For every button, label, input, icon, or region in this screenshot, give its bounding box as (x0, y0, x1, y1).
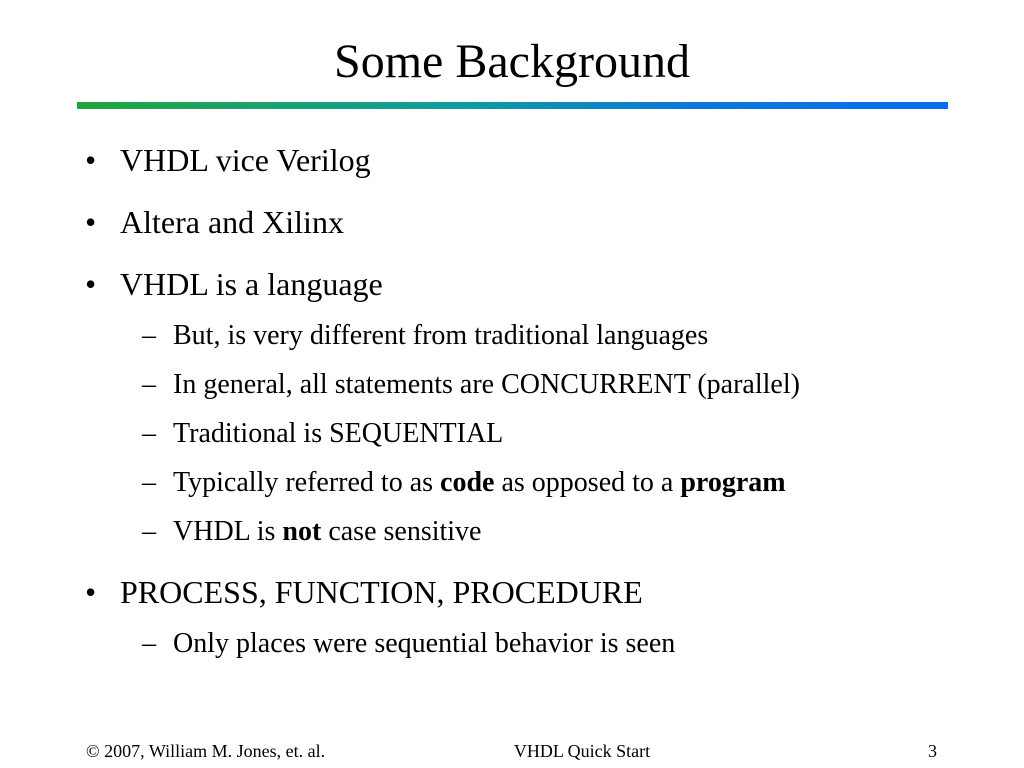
footer-presentation-title: VHDL Quick Start (513, 741, 651, 761)
sub-bullet-text: Traditional is SEQUENTIAL (173, 418, 504, 449)
sub-bullet-marker: – (142, 418, 156, 449)
sub-bullet-marker: – (142, 628, 156, 659)
sub-bullet-marker: – (142, 320, 156, 351)
bold-term-not: not (282, 516, 322, 547)
sub-bullet-text (173, 516, 481, 548)
sub-bullet-marker: – (142, 467, 156, 498)
text-run: VHDL is (173, 516, 283, 547)
sub-bullet-marker: – (142, 369, 156, 400)
bullet-marker: • (85, 204, 97, 240)
sub-bullet-marker: – (142, 516, 156, 547)
bold-term-program: program (680, 467, 786, 498)
slide-title: Some Background (334, 35, 690, 88)
sub-bullet-text: Only places were sequential behavior is seen (173, 628, 676, 659)
bullet-text: PROCESS, FUNCTION, PROCEDURE (120, 574, 643, 610)
bullet-marker: • (85, 574, 97, 610)
bullet-text: Altera and Xilinx (120, 204, 344, 240)
sub-bullet-text (173, 467, 786, 499)
sub-bullet-text: But, is very different from traditional languages (173, 320, 709, 351)
sub-bullet-text: In general, all statements are CONCURRENT (parallel) (173, 369, 800, 400)
bullet-text: VHDL vice Verilog (120, 142, 371, 178)
text-run: as opposed to a (494, 467, 681, 498)
text-run: case sensitive (321, 516, 482, 547)
bullet-marker: • (85, 266, 97, 302)
bullet-marker: • (85, 142, 97, 178)
text-run: Typically referred to as (173, 467, 441, 498)
bold-term-code: code (440, 467, 495, 498)
slide-number: 3 (928, 741, 937, 761)
bullet-text: VHDL is a language (120, 266, 383, 302)
footer-copyright: © 2007, William M. Jones, et. al. (86, 741, 326, 761)
